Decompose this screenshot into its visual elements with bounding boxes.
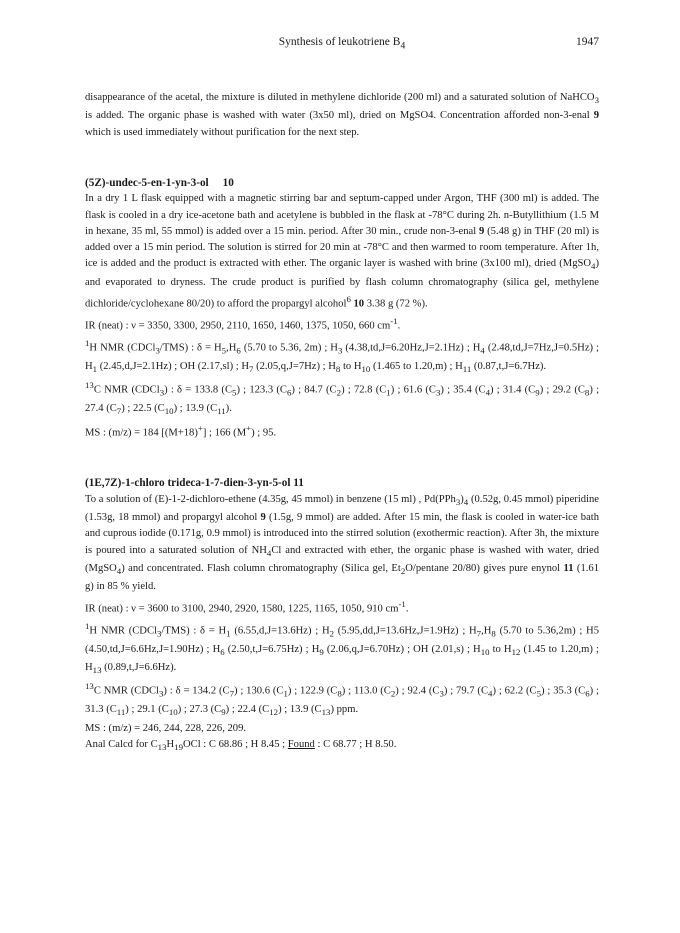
running-title: Synthesis of leukotriene $B_4$ [278, 36, 406, 52]
compound-11-c-nmr: $^{13}$C NMR (CDCl$_3$) : δ = 134.2 $(C_7)$ ; 130.6 $(C_1)$ ; 122.9 $(C_8)$ ; 113.0 $(C_2)$ ; 92.4 $(C_3)$ ; 79.7 $(C_4)$ ; 62.2 $(C_5)$ ; 35.3 $(C_6)$ ; 31.3 $(C_{11})$ ; 29.1 $(C_{10})$ ; 27.3 $(C_9)$ ; 22.4 $(C_{12})$ ; 13.9 $(C_{13})$ ppm. [85, 681, 599, 718]
intro-paragraph: disappearance of the acetal, the mixture is diluted in methylene dichloride (200 ml) and a saturated solution of NaHCO$_3$ is added. The organic phase is washed with water (3x50 ml), dried on MgSO4. Concentration afforded non-3-enal 9 which is used immediately without purification for the next step. [85, 92, 599, 138]
compound-11-heading [85, 475, 599, 491]
compound-10-name: (5Z)-undec-5-en-1-yn-3-ol [85, 177, 209, 189]
compound-10-number: 10 [222, 177, 234, 189]
compound-11-number: 11 [293, 477, 304, 490]
page-number: 1947 [576, 36, 599, 48]
compound-11-name: (1E,7Z)-1-chloro trideca-1-7-dien-3-yn-5-ol [85, 477, 291, 490]
article-body [85, 90, 599, 755]
compound-11-ir: IR (neat) : ν = 3600 to 3100, 2940, 2920, 1580, 1225, 1165, 1050, 910 $cm^{-1}$. [85, 598, 409, 615]
compound-11-analysis: Anal Calcd for $C_{13}H_{19}OCl$ : C 68.86 ; H 8.45 ; Found : C 68.77 ; H 8.50. [85, 738, 397, 753]
compound-10-ms: MS : (m/z) = 184 [(M+18)+] ; 166 (M+) ; 95. [85, 422, 277, 439]
running-header [85, 36, 599, 52]
compound-11-h-nmr: $^1$H NMR (CDCl$_3$/TMS) : $\delta = H_1$ (6.55,d,J=13.6Hz) ; $H_2$ (5.95,dd,J=13.6Hz,J=1.9Hz) ; $H_7,H_8$ (5.70 to 5.36,2m) ; H5 (4.50,td,J=6.6Hz,J=1.90Hz) ; $H_6$ (2.50,t,J=6.75Hz) ; $H_9$ (2.06,q,J=6.70Hz) ; OH (2.01,s) ; $H_{10}$ to $H_{12}$ (1.45 to 1.20,m) ; $H_{13}$ (0.89,t,J=6.6Hz). [85, 620, 599, 676]
compound-11-procedure: To a solution of (E)-1-2-dichloro-ethene (4.35g, 45 mmol) in benzene (15 ml) , $Pd(PPh_3)_4$ (0.52g, 0.45 mmol) piperidine (1.53g, 18 mmol) and propargyl alcohol 9 (1.5g, 9 mmol) are added. After 15 min, the flask is cooled in water-ice bath and cuprous iodide (0.171g, 0.9 mmol) is introduced into the stirred solution (exothermic reaction). After 3h, the mixture is poured into a saturated solution of $NH_4Cl$ and extracted with ether, the organic phase is washed with water, dried (MgSO$_4$) and concentrated. Flash column chromatography (Silica gel, $Et_2O$/pentane 20/80) gives pure enynol 11 (1.61 g) in 85 % yield. [85, 493, 600, 593]
compound-10-ir: IR (neat) : ν = 3350, 3300, 2950, 2110, 1650, 1460, 1375, 1050, 660 $cm^{-1}$. [85, 316, 401, 332]
compound-10-h-nmr: $^1$H NMR (CDCl$_3$/TMS) : $\delta = H_5,H_6$ (5.70 to 5.36, 2m) ; $H_3$ (4.38,td,J=6.20Hz,J=2.1Hz) ; $H_4$ (2.48,td,J=7Hz,J=0.5Hz) ; $H_1$ (2.45,d,J=2.1Hz) ; OH (2.17,sl) ; $H_7$ (2.05,q,J=7Hz) ; $H_8$ to $H_{10}$ (1.465 to 1.20,m) ; $H_{11}$ (0.87,t,J=6.7Hz). [85, 337, 599, 374]
compound-10-procedure: In a dry 1 L flask equipped with a magnetic stirring bar and septum-capped under Argon, THF (300 ml) is added. The flask is cooled in a dry ice-acetone bath and acetylene is bubbled in the flask at -78°C during 2h. n-Butyllithium (1.5 M in hexane, 35 ml, 55 mmol) is added over a 15 min. period. After 30 min., crude non-3-enal 9 (5.48 g) in THF (20 ml) is added over a 15 min period. The solution is stirred for 20 min at -78°C and then warmed to room temperature. After 1h, ice is added and the product is extracted with ether. The organic layer is washed with brine (3x100 ml), dried (MgSO$_4$) and evaporated to dryness. The crude product is purified by flash column chromatography (silica gel, methylene dichloride/cyclohexane 80/20) to afford the propargyl alcohol$^6$ 10 3.38 g (72 %). [85, 193, 599, 310]
compound-10-heading [85, 175, 599, 191]
compound-10-c-nmr: $^{13}$C NMR (CDCl$_3$) : δ = 133.8 $(C_5)$ ; 123.3 $(C_6)$ ; 84.7 $(C_2)$ ; 72.8 $(C_1)$ ; 61.6 $(C_3)$ ; 35.4 $(C_4)$ ; 31.4 $(C_9)$ ; 29.2 $(C_8)$ ; 27.4 $(C_7)$ ; 22.5 $(C_{10})$ ; 13.9 $(C_{11})$. [85, 380, 600, 417]
compound-11-ms: MS : (m/z) = 246, 244, 228, 226, 209. [85, 722, 247, 734]
